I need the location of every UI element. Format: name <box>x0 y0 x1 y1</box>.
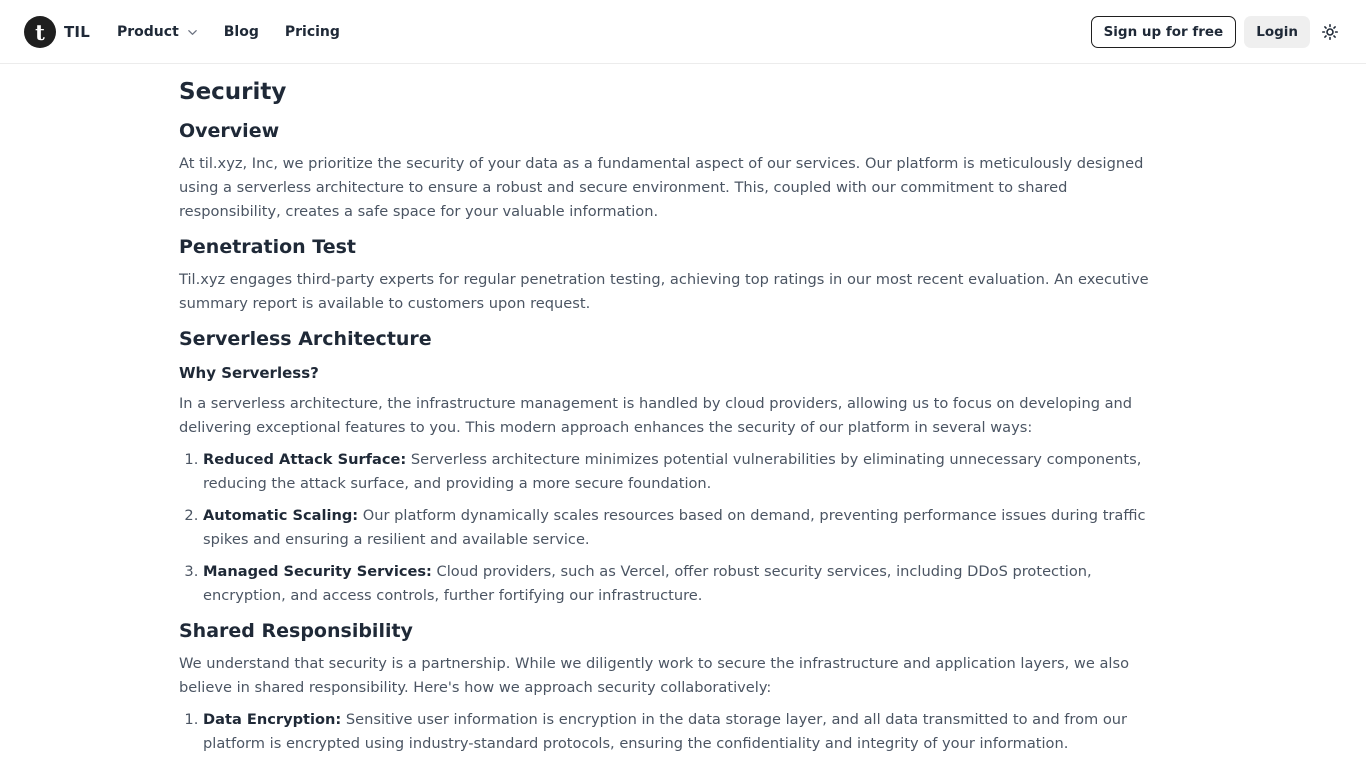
sun-icon <box>1322 24 1338 40</box>
list-item-text: Sensitive user information is encryption in the data storage layer, and all data transmitted to and from our platform is encrypted using industry-standard protocols, ensuring the confidentiality and integrity of your information. <box>203 711 1128 752</box>
overview-text: At til.xyz, Inc, we prioritize the security of your data as a fundamental aspect of our services. Our platform is meticulously designed using a serverless architecture to ensure a robust and secure environment. This, coupled with our commitment to shared responsibility, creates a safe space for your valuable information. <box>179 155 1144 220</box>
theme-toggle[interactable] <box>1318 20 1342 44</box>
list-item <box>203 708 1169 756</box>
nav-product-label: Product <box>117 24 179 40</box>
pentest-heading: Penetration Test <box>179 236 357 258</box>
list-item <box>203 504 1169 552</box>
security-content <box>179 76 1169 764</box>
list-item-title: Reduced Attack Surface: <box>203 451 407 468</box>
shared-text: We understand that security is a partnership. While we diligently work to secure the infrastructure and application layers, we also believe in shared responsibility. Here's how we approach security collaboratively: <box>179 655 1129 696</box>
nav-links <box>117 0 366 64</box>
list-item-text: Serverless architecture minimizes potential vulnerabilities by eliminating unnecessary components, reducing the attack surface, and providing a more secure foundation. <box>203 451 1142 492</box>
top-navbar <box>0 0 1366 64</box>
list-item <box>203 448 1169 496</box>
logo-icon: t <box>24 16 56 48</box>
serverless-list <box>179 448 1169 608</box>
nav-product-dropdown[interactable] <box>117 24 198 40</box>
chevron-down-icon <box>187 27 198 38</box>
logo-text: TIL <box>64 23 90 41</box>
list-item-title: Data Encryption: <box>203 711 342 728</box>
signup-button[interactable]: Sign up for free <box>1091 16 1237 48</box>
nav-actions <box>1091 16 1342 48</box>
list-item-title: Managed Security Services: <box>203 563 432 580</box>
serverless-heading: Serverless Architecture <box>179 328 432 350</box>
overview-heading: Overview <box>179 120 280 142</box>
shared-heading: Shared Responsibility <box>179 620 413 642</box>
serverless-text: In a serverless architecture, the infrastructure management is handled by cloud providers, allowing us to focus on developing and delivering exceptional features to you. This modern approach enhances the security of our platform in several ways: <box>179 395 1133 436</box>
pentest-text: Til.xyz engages third-party experts for regular penetration testing, achieving top ratings in our most recent evaluation. An executive summary report is available to customers upon request. <box>179 271 1149 312</box>
page-title: Security <box>179 79 287 105</box>
why-serverless-heading: Why Serverless? <box>179 364 319 382</box>
list-item-text: Our platform dynamically scales resources based on demand, preventing performance issues during traffic spikes and ensuring a resilient and available service. <box>203 507 1146 548</box>
nav-blog-link[interactable]: Blog <box>223 24 259 40</box>
shared-list <box>179 708 1169 756</box>
list-item-title: Automatic Scaling: <box>203 507 359 524</box>
nav-pricing-link[interactable]: Pricing <box>284 24 340 40</box>
list-item-text: Cloud providers, such as Vercel, offer robust security services, including DDoS protection, encryption, and access controls, further fortifying our infrastructure. <box>203 563 1092 604</box>
logo-link[interactable] <box>24 16 90 48</box>
login-button[interactable]: Login <box>1244 16 1310 48</box>
list-item <box>203 560 1169 608</box>
